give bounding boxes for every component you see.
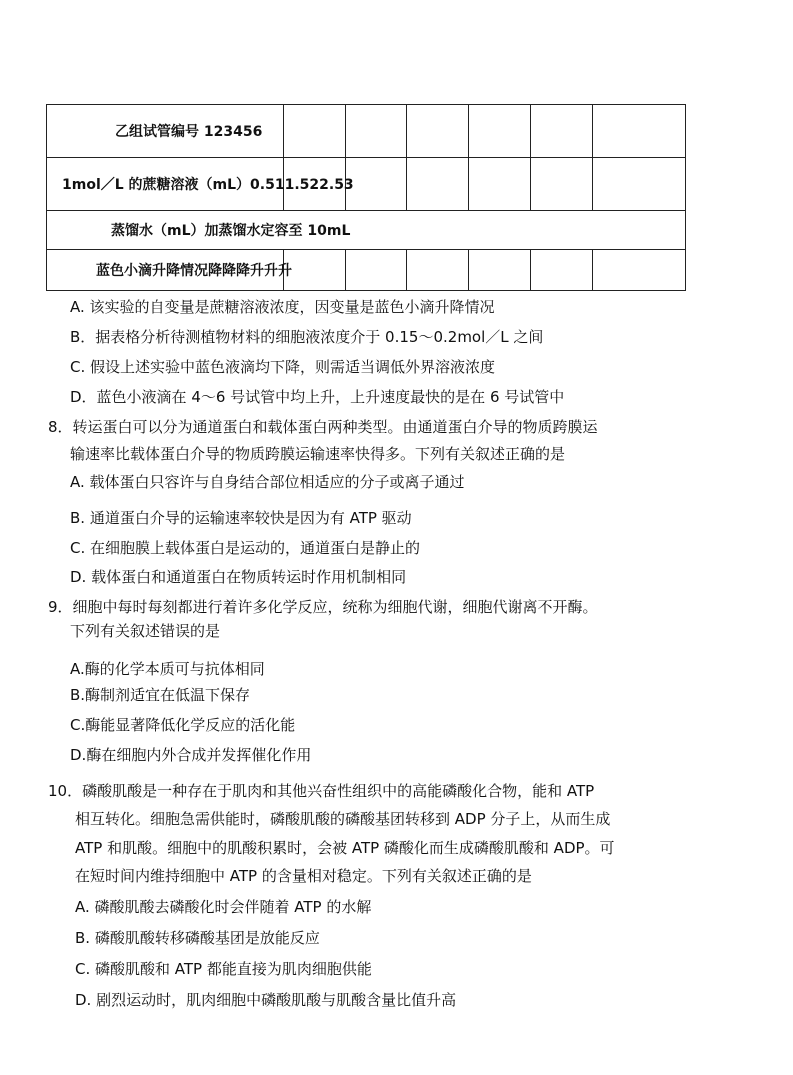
q9-option-d: D.酶在细胞内外合成并发挥催化作用 [70, 746, 312, 764]
table-cell [469, 250, 531, 291]
q10-option-a: A. 磷酸肌酸去磷酸化时会伴随着 ATP 的水解 [75, 898, 372, 916]
table-row [47, 211, 686, 250]
q9-option-a: A.酶的化学本质可与抗体相同 [70, 660, 265, 678]
q8-stem-line-2: 输速率比载体蛋白介导的物质跨膜运输速率快得多。下列有关叙述正确的是 [70, 445, 566, 463]
table-cell [346, 105, 407, 158]
table-cell [593, 105, 686, 158]
q8-option-b: B. 通道蛋白介导的运输速率较快是因为有 ATP 驱动 [70, 509, 412, 527]
q7-option-b: B．据表格分析待测植物材料的细胞液浓度介于 0.15～0.2mol／L 之间 [70, 328, 544, 346]
q8-option-c: C. 在细胞膜上载体蛋白是运动的，通道蛋白是静止的 [70, 539, 421, 557]
q10-stem-line-1: 10．磷酸肌酸是一种存在于肌肉和其他兴奋性组织中的高能磷酸化合物，能和 ATP [48, 782, 595, 800]
q7-option-a: A. 该实验的自变量是蔗糖溶液浓度，因变量是蓝色小滴升降情况 [70, 298, 495, 316]
table-cell [469, 158, 531, 211]
table-cell [284, 250, 346, 291]
table-row [47, 105, 686, 158]
table-cell [407, 158, 469, 211]
q7-option-d: D．蓝色小液滴在 4～6 号试管中均上升，上升速度最快的是在 6 号试管中 [70, 388, 565, 406]
q9-stem-line-2: 下列有关叙述错误的是 [70, 622, 221, 640]
table-cell [593, 250, 686, 291]
q10-option-d: D. 剧烈运动时，肌肉细胞中磷酸肌酸与肌酸含量比值升高 [75, 991, 457, 1009]
experiment-table [46, 104, 686, 291]
q8-option-d: D. 载体蛋白和通道蛋白在物质转运时作用机制相同 [70, 568, 407, 586]
table-cell [284, 105, 346, 158]
table-cell [531, 250, 593, 291]
table-cell [346, 250, 407, 291]
table-cell [407, 250, 469, 291]
table-cell [407, 105, 469, 158]
table-cell [47, 250, 292, 291]
table-row [47, 250, 686, 291]
table-cell [47, 105, 284, 158]
q10-stem-line-4: 在短时间内维持细胞中 ATP 的含量相对稳定。下列有关叙述正确的是 [75, 867, 532, 885]
table-cell [593, 158, 686, 211]
table-row [47, 158, 686, 211]
table-cell [531, 105, 593, 158]
table-cell [47, 211, 686, 250]
table-cell [47, 158, 354, 211]
q10-stem-line-2: 相互转化。细胞急需供能时，磷酸肌酸的磷酸基团转移到 ADP 分子上，从而生成 [75, 810, 611, 828]
row-label: 蓝色小滴升降情况降降降升升升 [96, 263, 292, 279]
table-cell [531, 158, 593, 211]
q8-option-a: A. 载体蛋白只容许与自身结合部位相适应的分子或离子通过 [70, 473, 465, 491]
row-label: 1mol／L 的蔗糖溶液（mL）0.511.522.53 [62, 177, 354, 193]
q7-option-c: C. 假设上述实验中蓝色液滴均下降，则需适当调低外界溶液浓度 [70, 358, 496, 376]
table-cell [346, 158, 407, 211]
q9-stem-line-1: 9．细胞中每时每刻都进行着许多化学反应，统称为细胞代谢，细胞代谢离不开酶。 [48, 598, 598, 616]
row-label: 蒸馏水（mL）加蒸馏水定容至 10mL [111, 223, 351, 239]
q9-option-c: C.酶能显著降低化学反应的活化能 [70, 716, 296, 734]
table-cell [469, 105, 531, 158]
q9-option-b: B.酶制剂适宜在低温下保存 [70, 686, 251, 704]
q10-option-c: C. 磷酸肌酸和 ATP 都能直接为肌肉细胞供能 [75, 960, 372, 978]
q8-stem-line-1: 8．转运蛋白可以分为通道蛋白和载体蛋白两种类型。由通道蛋白介导的物质跨膜运 [48, 418, 598, 436]
q10-option-b: B. 磷酸肌酸转移磷酸基团是放能反应 [75, 929, 320, 947]
q10-stem-line-3: ATP 和肌酸。细胞中的肌酸积累时，会被 ATP 磷酸化而生成磷酸肌酸和 ADP。可 [75, 839, 615, 857]
row-label: 乙组试管编号 123456 [115, 124, 263, 140]
